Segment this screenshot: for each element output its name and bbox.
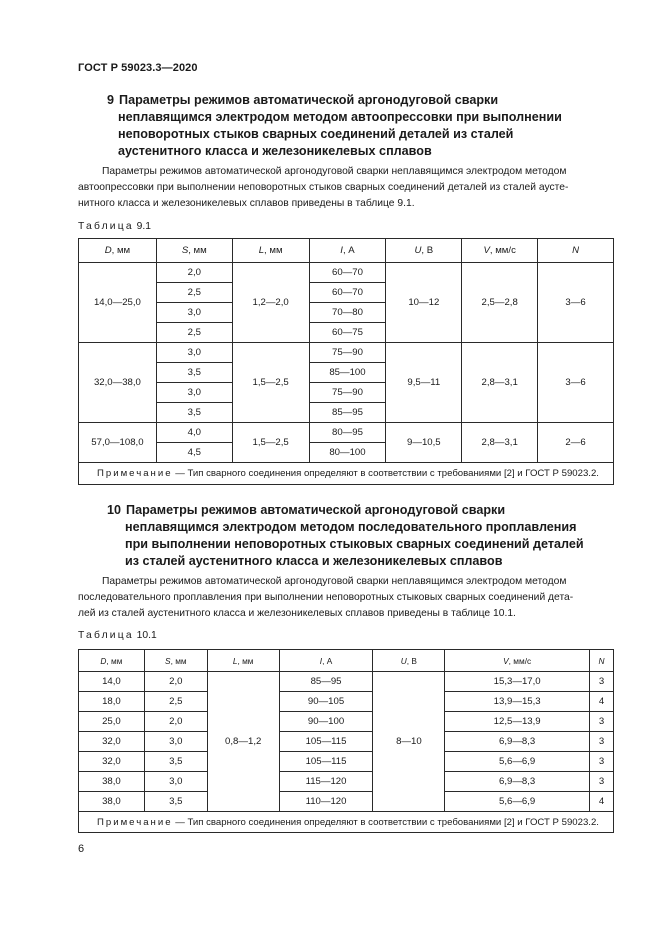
table-row: 32,0 3,0 105—115 6,9—8,3 3 bbox=[79, 732, 614, 752]
table-header-row bbox=[79, 650, 614, 672]
table-note-row bbox=[79, 463, 614, 485]
table-9-1-caption: Таблица 9.1 bbox=[78, 221, 151, 232]
table-header-row bbox=[79, 239, 614, 263]
section-10-number: 10 bbox=[107, 503, 122, 517]
col-header-u: U, В bbox=[373, 650, 445, 672]
col-header-u: U, В bbox=[386, 239, 462, 263]
col-header-s: S, мм bbox=[144, 650, 207, 672]
col-header-d: D, мм bbox=[79, 650, 145, 672]
col-header-i: I, А bbox=[309, 239, 386, 263]
table-row: 4,5 80—100 bbox=[79, 443, 614, 463]
table-9-1 bbox=[78, 238, 614, 485]
table-row: 57,0—108,0 4,0 1,5—2,5 80—95 9—10,5 2,8—3,1 2—6 bbox=[79, 423, 614, 443]
table-row: 38,0 3,0 115—120 6,9—8,3 3 bbox=[79, 772, 614, 792]
col-header-v: V, мм/с bbox=[462, 239, 538, 263]
table-row: 3,0 70—80 bbox=[79, 303, 614, 323]
table-note-row bbox=[79, 812, 614, 833]
section-10-paragraph: Параметры режимов автоматической аргонодуговой сварки неплавящимся электродом методом последовательного проплавления при выполнении неповоротных стыковых сварных соединений дета- лей из сталей аустенитного класса и железоникелевых сплавов приведены в таблице 10.1. bbox=[78, 576, 574, 619]
table-row: 32,0—38,0 3,0 1,5—2,5 75—90 9,5—11 2,8—3,1 3—6 bbox=[79, 343, 614, 363]
col-header-l: L, мм bbox=[207, 650, 279, 672]
table-row: 32,0 3,5 105—115 5,6—6,9 3 bbox=[79, 752, 614, 772]
col-header-i: I, А bbox=[279, 650, 373, 672]
table-row: 25,0 2,0 90—100 12,5—13,9 3 bbox=[79, 712, 614, 732]
col-header-n: N bbox=[590, 650, 614, 672]
table-row: 3,5 85—95 bbox=[79, 403, 614, 423]
table-10-1 bbox=[78, 649, 614, 833]
col-header-l: L, мм bbox=[232, 239, 309, 263]
table-row: 2,5 60—75 bbox=[79, 323, 614, 343]
table-9-1-note: Примечание — Тип сварного соединения определяют в соответствии с требованиями [2] и ГОСТ Р 59023.2. bbox=[79, 463, 614, 485]
table-row: 3,0 75—90 bbox=[79, 383, 614, 403]
table-row: 14,0 2,0 0,8—1,2 85—95 8—10 15,3—17,0 3 bbox=[79, 672, 614, 692]
col-header-n: N bbox=[538, 239, 614, 263]
table-row: 3,5 85—100 bbox=[79, 363, 614, 383]
document-id: ГОСТ Р 59023.3—2020 bbox=[78, 62, 198, 74]
table-row: 18,0 2,5 90—105 13,9—15,3 4 bbox=[79, 692, 614, 712]
section-9-title: 9 Параметры режимов автоматической аргонодуговой сварки неплавящимся электродом методом автоопрессовки при выполнении неповоротных стыков сварных соединений деталей из сталей аустенитного класса и железоникелевых сплавов bbox=[107, 93, 562, 158]
col-header-d: D, мм bbox=[79, 239, 157, 263]
section-9-number: 9 bbox=[107, 93, 115, 107]
section-9-paragraph: Параметры режимов автоматической аргонодуговой сварки неплавящимся электродом методом автоопрессовки при выполнении неповоротных стыков сварных соединений деталей из сталей аусте- нитного класса и железоникелевых сплавов приведены в таблице 9.1. bbox=[78, 166, 569, 209]
table-row: 38,0 3,5 110—120 5,6—6,9 4 bbox=[79, 792, 614, 812]
col-header-v: V, мм/с bbox=[445, 650, 590, 672]
page-number: 6 bbox=[78, 843, 85, 855]
section-10-title: 10 Параметры режимов автоматической аргонодуговой сварки неплавящимся электродом методом последовательного проплавления при выполнении неповоротных стыковых сварных соединений деталей из сталей аустенитного класса и железоникелевых сплавов bbox=[107, 503, 584, 568]
table-10-1-caption: Таблица 10.1 bbox=[78, 630, 157, 641]
table-row: 2,5 60—70 bbox=[79, 283, 614, 303]
table-10-1-note: Примечание — Тип сварного соединения определяют в соответствии с требованиями [2] и ГОСТ Р 59023.2. bbox=[79, 812, 614, 833]
table-row: 14,0—25,0 2,0 1,2—2,0 60—70 10—12 2,5—2,8 3—6 bbox=[79, 263, 614, 283]
col-header-s: S, мм bbox=[156, 239, 232, 263]
